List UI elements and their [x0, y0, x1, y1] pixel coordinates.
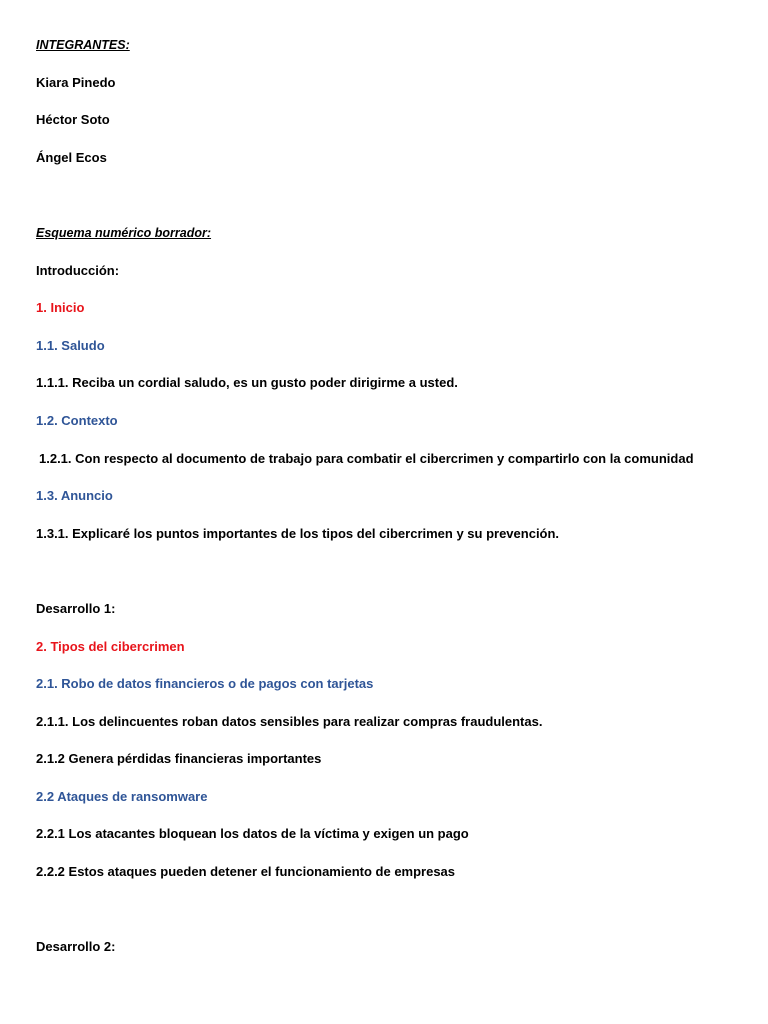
subsection-heading: 1.3. Anuncio	[36, 488, 113, 504]
section-heading: 2. Tipos del cibercrimen	[36, 638, 185, 654]
subsection-heading: 1.1. Saludo	[36, 337, 105, 353]
subsection-heading: 2.1. Robo de datos financieros o de pagos con tarjetas	[36, 676, 374, 692]
member-name: Kiara Pinedo	[36, 74, 116, 90]
integrantes-heading: INTEGRANTES:	[36, 38, 130, 52]
blank-line	[36, 563, 768, 601]
intro-label: Introducción:	[36, 262, 120, 278]
desarrollo2-label: Desarrollo 2:	[36, 939, 116, 955]
member-name: Héctor Soto	[36, 112, 110, 128]
outline-item: 2.2.1 Los atacantes bloquean los datos de la víctima y exigen un pago	[36, 826, 469, 842]
outline-item: 1.2.1. Con respecto al documento de trabajo para combatir el cibercrimen y compartirlo con la comunidad	[39, 450, 694, 466]
outline-item: 1.1.1. Reciba un cordial saludo, es un gusto poder dirigirme a usted.	[36, 375, 458, 391]
schema-heading: Esquema numérico borrador:	[36, 225, 212, 240]
subsection-heading: 1.2. Contexto	[36, 412, 118, 428]
subsection-heading: 2.2 Ataques de ransomware	[36, 788, 208, 804]
outline-item: 1.3.1. Explicaré los puntos importantes de los tipos del cibercrimen y su prevención.	[36, 525, 560, 541]
blank-line	[36, 187, 768, 225]
member-name: Ángel Ecos	[36, 149, 107, 165]
section-heading: 1. Inicio	[36, 300, 85, 316]
outline-item: 2.1.1. Los delincuentes roban datos sensibles para realizar compras fraudulentas.	[36, 713, 543, 729]
outline-item: 2.2.2 Estos ataques pueden detener el funcionamiento de empresas	[36, 864, 456, 880]
blank-line	[36, 902, 768, 940]
desarrollo1-label: Desarrollo 1:	[36, 600, 116, 616]
outline-item: 2.1.2 Genera pérdidas financieras importantes	[36, 751, 322, 767]
